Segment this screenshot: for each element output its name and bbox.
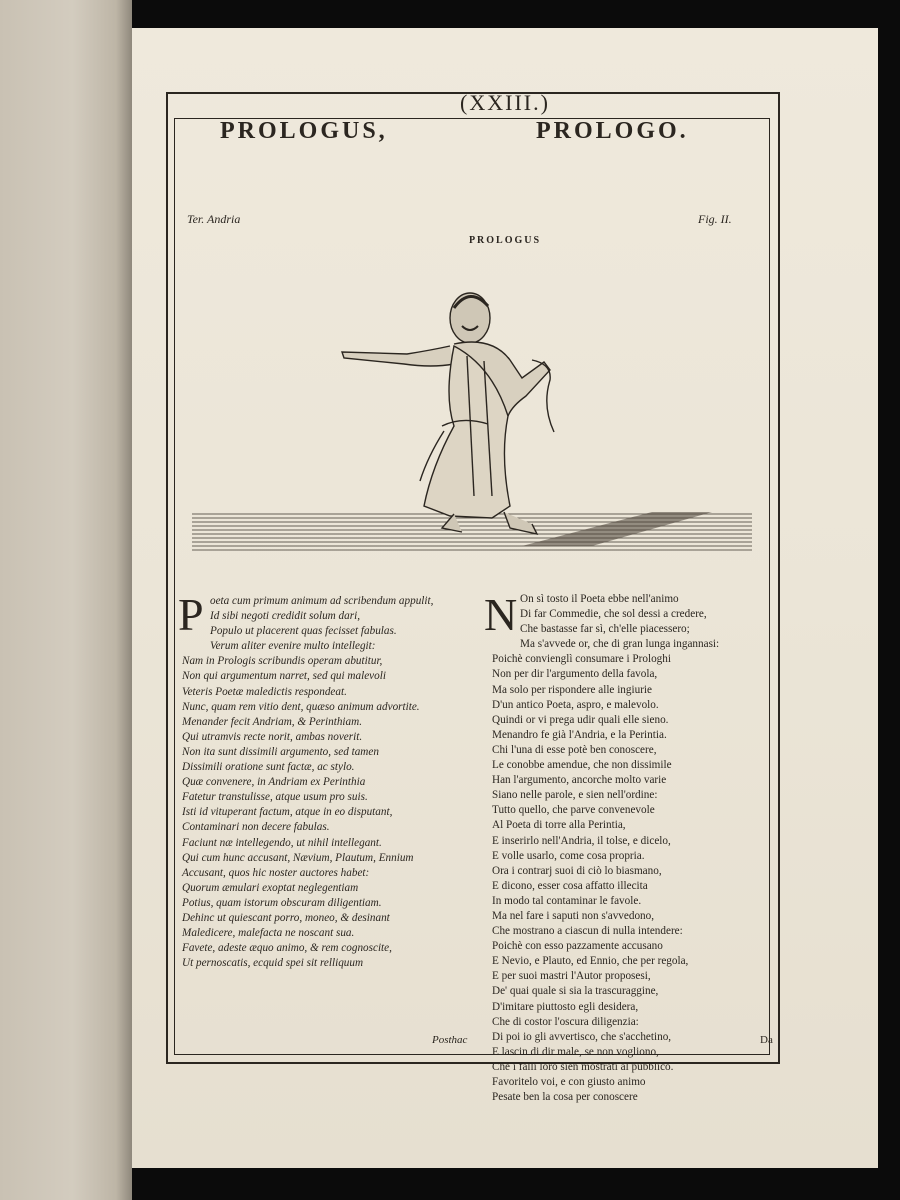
verse-line: In modo tal contaminar le favole.: [492, 894, 642, 907]
figure-number: Fig. II.: [698, 212, 732, 226]
verse-line: Fatetur transtulisse, atque usum pro suis.: [182, 791, 368, 804]
latin-prologue-text: [182, 594, 472, 971]
verse-line: E dicono, esser cosa affatto illecita: [492, 879, 648, 892]
verse-line: Han l'argumento, ancorche molto varie: [492, 774, 667, 787]
verse-line: Non per dir l'argumento della favola,: [492, 668, 658, 681]
verse-line: Dissimili oratione sunt factæ, ac stylo.: [182, 761, 355, 774]
verse-line: Id sibi negoti credidit solum dari,: [210, 610, 360, 623]
verse-line: Favoritelo voi, e con giusto animo: [492, 1076, 646, 1088]
verse-line: Quæ convenere, in Andriam ex Perinthia: [182, 776, 366, 789]
verse-line: E Nevio, e Plauto, ed Ennio, che per regola,: [492, 955, 689, 968]
heading-latin: PROLOGUS,: [220, 118, 388, 144]
verse-line: Ma solo per rispondere alle ingiurie: [492, 683, 652, 696]
verse-line: Menandro fe già l'Andria, e la Perintia.: [492, 728, 667, 741]
italian-prologue-text: [492, 592, 792, 1105]
verse-line: Le conobbe amendue, che non dissimile: [492, 759, 672, 772]
source-reference: Ter. Andria: [187, 212, 241, 226]
verse-line: Ora i contrarj suoi di ciò lo biasmano,: [492, 864, 662, 877]
verse-line: Veteris Poetæ maledictis respondeat.: [182, 685, 347, 698]
verse-line: Dehinc ut quiescant porro, moneo, & desinant: [182, 911, 390, 924]
plate-number: (XXIII.): [460, 90, 550, 115]
left-page-edge: [0, 0, 132, 1200]
verse-line: Populo ut placerent quas fecisset fabulas.: [210, 625, 397, 638]
verse-line: Tutto quello, che parve convenevole: [492, 804, 655, 817]
verse-line: Nunc, quam rem vitio dent, quæso animum advortite.: [182, 700, 420, 713]
verse-line: De' quai quale si sia la trascuraggine,: [492, 985, 659, 998]
verse-line: Accusant, quos hic noster auctores habet:: [182, 866, 370, 879]
actor-figure: [342, 293, 554, 534]
verse-line: Siano nelle parole, e sien nell'ordine:: [492, 789, 658, 802]
verse-line: E lascin di dir male, se non vogliono,: [492, 1045, 659, 1058]
verse-line: Qui utramvis recte norit, ambas noverit.: [182, 730, 363, 743]
verse-line: Che di costor l'oscura diligenzia:: [492, 1015, 639, 1028]
verse-line: Al Poeta di torre alla Perintia,: [492, 819, 626, 832]
verse-line: Contaminari non decere fabulas.: [182, 821, 330, 834]
verse-line: Maledicere, malefacta ne noscant sua.: [182, 927, 355, 940]
prologus-engraving: [192, 256, 752, 556]
verse-line: Di poi io gli avvertisco, che s'acchetino,: [492, 1030, 672, 1043]
verse-line: Potius, quam istorum obscuram diligentiam.: [182, 896, 382, 909]
dropcap-italian: N: [484, 589, 518, 640]
figure-caption: PROLOGUS: [468, 235, 542, 246]
verse-line: Non ita sunt dissimili argumento, sed tamen: [182, 745, 379, 758]
verse-line: Nam in Prologis scribundis operam abutitur,: [182, 655, 383, 668]
dropcap-latin: P: [178, 589, 204, 640]
verse-line: E volle usarlo, come cosa propria.: [492, 849, 645, 862]
verse-line: On sì tosto il Poeta ebbe nell'animo: [520, 593, 679, 605]
verse-line: Menander fecit Andriam, & Perinthiam.: [182, 715, 363, 728]
verse-line: Favete, adeste æquo animo, & rem cognoscite,: [182, 942, 392, 955]
verse-line: E inserirlo nell'Andria, il tolse, e dicelo,: [492, 834, 671, 847]
verse-line: Non qui argumentum narret, sed qui malevoli: [182, 670, 386, 683]
verse-line: Poichè convienglì consumare i Prologhi: [492, 653, 671, 666]
book-page: [132, 28, 878, 1168]
verse-line: Ut pernoscatis, ecquid spei sit relliquum: [182, 957, 364, 970]
verse-line: Pesate ben la cosa per conoscere: [492, 1091, 638, 1104]
verse-line: Quorum æmulari exoptat neglegentiam: [182, 881, 359, 894]
verse-line: Che mostrano a ciascun di nulla intendere:: [492, 925, 683, 938]
floor-shadow: [522, 512, 712, 546]
verse-line: Ma s'avvede or, che di gran lunga ingannasi:: [520, 638, 720, 651]
verse-line: oeta cum primum animum ad scribendum appulit,: [210, 595, 434, 607]
verse-line: Isti id vituperant factum, atque in eo disputant,: [182, 806, 393, 819]
verse-line: Poichè con esso pazzamente accusano: [492, 940, 663, 953]
heading-italian: PROLOGO.: [536, 118, 689, 144]
verse-line: D'imitare piuttosto egli desidera,: [492, 1000, 639, 1013]
verse-line: Verum aliter evenire multo intellegit:: [210, 640, 376, 653]
verse-line: Ma nel fare i saputi non s'avvedono,: [492, 909, 655, 922]
verse-line: D'un antico Poeta, aspro, e malevolo.: [492, 698, 659, 711]
verse-line: Quindi or vi prega udir quali elle sieno.: [492, 713, 669, 726]
verse-line: Qui cum hunc accusant, Nævium, Plautum, Ennium: [182, 851, 414, 864]
verse-line: Faciunt næ intellegendo, ut nihil intellegant.: [182, 836, 382, 849]
verse-line: Che i falli loro sien mostrati al pubblico.: [492, 1060, 674, 1073]
catchword: Posthac: [432, 1034, 468, 1046]
signature-mark: Da: [760, 1034, 773, 1046]
verse-line: Che bastasse far sì, ch'elle piacessero;: [520, 623, 690, 636]
verse-line: Chi l'una di esse potè ben conoscere,: [492, 743, 657, 756]
verse-line: E per suoi mastri l'Autor proposesi,: [492, 970, 651, 983]
verse-line: Di far Commedie, che sol dessi a credere,: [520, 608, 707, 621]
